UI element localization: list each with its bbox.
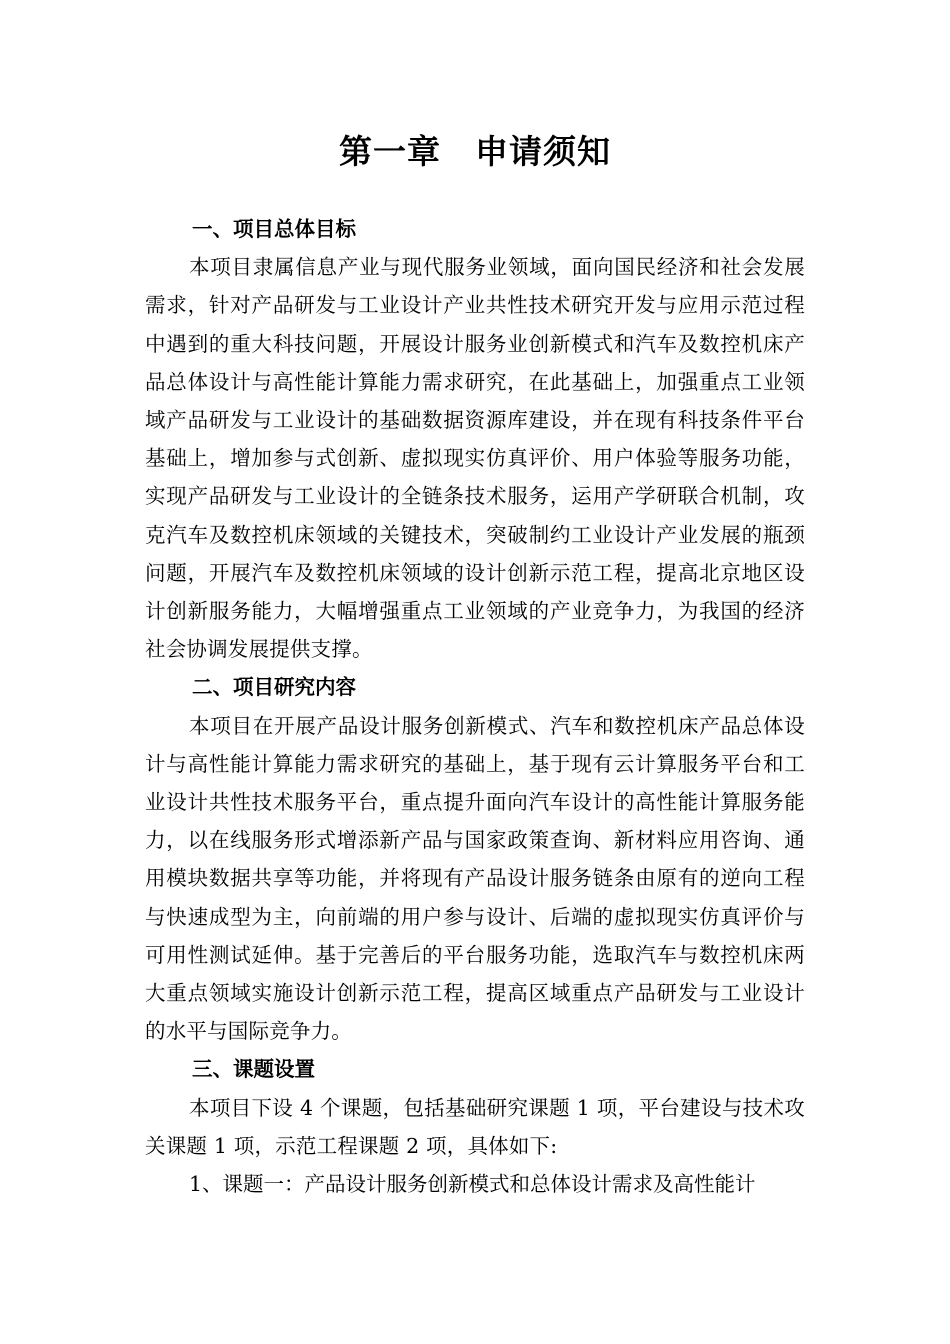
section-heading-topic-setup: 三、课题设置 <box>192 1057 315 1082</box>
section-paragraph-research-content: 本项目在开展产品设计服务创新模式、汽车和数控机床产品总体设计与高性能计算能力需求研究的基础上，基于现有云计算服务平台和工业设计共性技术服务平台，重点提升面向汽车设计的高性能计算服务能力，以在线服务形式增添新产品与国家政策查询、新材料应用咨询、通用模块数据共享等功能，并将现有产品设计服务链条由原有的逆向工程与快速成型为主，向前端的用户参与设计、后端的虚拟现实仿真评价与可用性测试延伸。基于完善后的平台服务功能，选取汽车与数控机床两大重点领域实施设计创新示范工程，提高区域重点产品研发与工业设计的水平与国际竞争力。 <box>145 713 805 1044</box>
section-heading-objectives: 一、项目总体目标 <box>192 217 356 241</box>
list-item: 1、课题一：产品设计服务创新模式和总体设计需求及高性能计 <box>189 1172 756 1197</box>
section-heading-research-content: 二、项目研究内容 <box>192 675 356 700</box>
section-paragraph-topic-setup: 本项目下设 4 个课题，包括基础研究课题 1 项，平台建设与技术攻关课题 1 项，示范工程课题 2 项，具体如下: <box>145 1095 805 1158</box>
document-body <box>145 210 805 1203</box>
chapter-title: 第一章 申请须知 <box>339 132 611 171</box>
section-paragraph-objectives: 本项目隶属信息产业与现代服务业领域，面向国民经济和社会发展需求，针对产品研发与工业设计产业共性技术研究开发与应用示范过程中遇到的重大科技问题，开展设计服务业创新模式和汽车及数控机床产品总体设计与高性能计算能力需求研究，在此基础上，加强重点工业领域产品研发与工业设计的基础数据资源库建设，并在现有科技条件平台基础上，增加参与式创新、虚拟现实仿真评价、用户体验等服务功能，实现产品研发与工业设计的全链条技术服务，运用产学研联合机制，攻克汽车及数控机床领域的关键技术，突破制约工业设计产业发展的瓶颈问题，开展汽车及数控机床领域的设计创新示范工程，提高北京地区设计创新服务能力，大幅增强重点工业领域的产业竞争力，为我国的经济社会协调发展提供支撑。 <box>145 255 805 662</box>
